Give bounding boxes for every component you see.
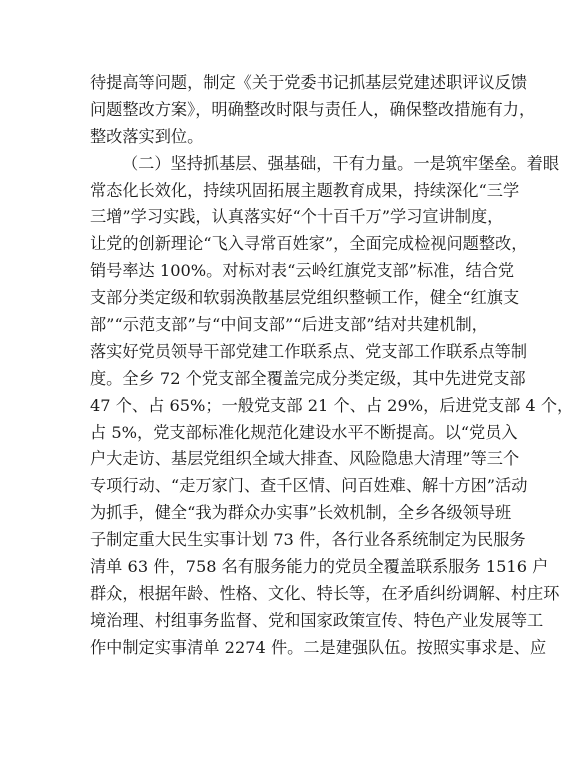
text-line: 三增”学习实践，认真落实好“个十百千万”学习宣讲制度， xyxy=(90,207,504,227)
text-line: 作中制定实事清单 2274 件。二是建强队伍。按照实事求是、应 xyxy=(90,637,547,657)
text-line: 落实好党员领导干部党建工作联系点、党支部工作联系点等制 xyxy=(90,341,528,361)
text-line: 度。全乡 72 个党支部全覆盖完成分类定级，其中先进党支部 xyxy=(90,368,526,388)
text-line: 占 5%，党支部标准化规范化建设水平不断提高。以“党员入 xyxy=(90,422,518,442)
text-line: 待提高等问题，制定《关于党委书记抓基层党建述职评议反馈 xyxy=(90,73,528,92)
text-line: 常态化长效化，持续巩固拓展主题教育成果，持续深化“三学 xyxy=(90,180,520,200)
text-line: 清单 63 件，758 名有服务能力的党员全覆盖联系服务 1516 户 xyxy=(90,557,549,577)
text-line: 境治理、村组事务监督、党和国家政策宣传、特色产业发展等工 xyxy=(90,610,544,630)
text-line: 子制定重大民生实事计划 73 件，各行业各系统制定为民服务 xyxy=(90,530,526,550)
text-line: 户大走访、基层党组织全域大排查、风险隐患大清理”等三个 xyxy=(90,449,520,469)
section-heading-line: （二）坚持抓基层、强基础，干有力量。一是筑牢堡垒。着眼 xyxy=(122,153,560,173)
text-line: 整改落实到位。 xyxy=(90,126,204,146)
text-line: 47 个、占 65%；一般党支部 21 个、占 29%，后进党支部 4 个， xyxy=(90,395,574,415)
text-line: 销号率达 100%。对标对表“云岭红旗党支部”标准，结合党 xyxy=(90,261,515,281)
text-line: 为抓手，健全“我为群众办实事”长效机制，全乡各级领导班 xyxy=(90,503,512,523)
text-line: 专项行动、“走万家门、查千区情、问百姓难、解十方困”活动 xyxy=(90,476,528,496)
text-line: 部”“示范支部”与“中间支部”“后进支部”结对共建机制， xyxy=(90,315,488,335)
text-line: 群众，根据年龄、性格、文化、特长等，在矛盾纠纷调解、村庄环 xyxy=(90,583,560,603)
text-line: 让党的创新理论“飞入寻常百姓家”，全面完成检视问题整改， xyxy=(90,234,528,254)
body-text xyxy=(90,70,574,662)
text-line: 问题整改方案》，明确整改时限与责任人，确保整改措施有力， xyxy=(90,99,536,119)
text-line: 支部分类定级和软弱涣散基层党组织整顿工作，健全“红旗支 xyxy=(90,288,520,308)
